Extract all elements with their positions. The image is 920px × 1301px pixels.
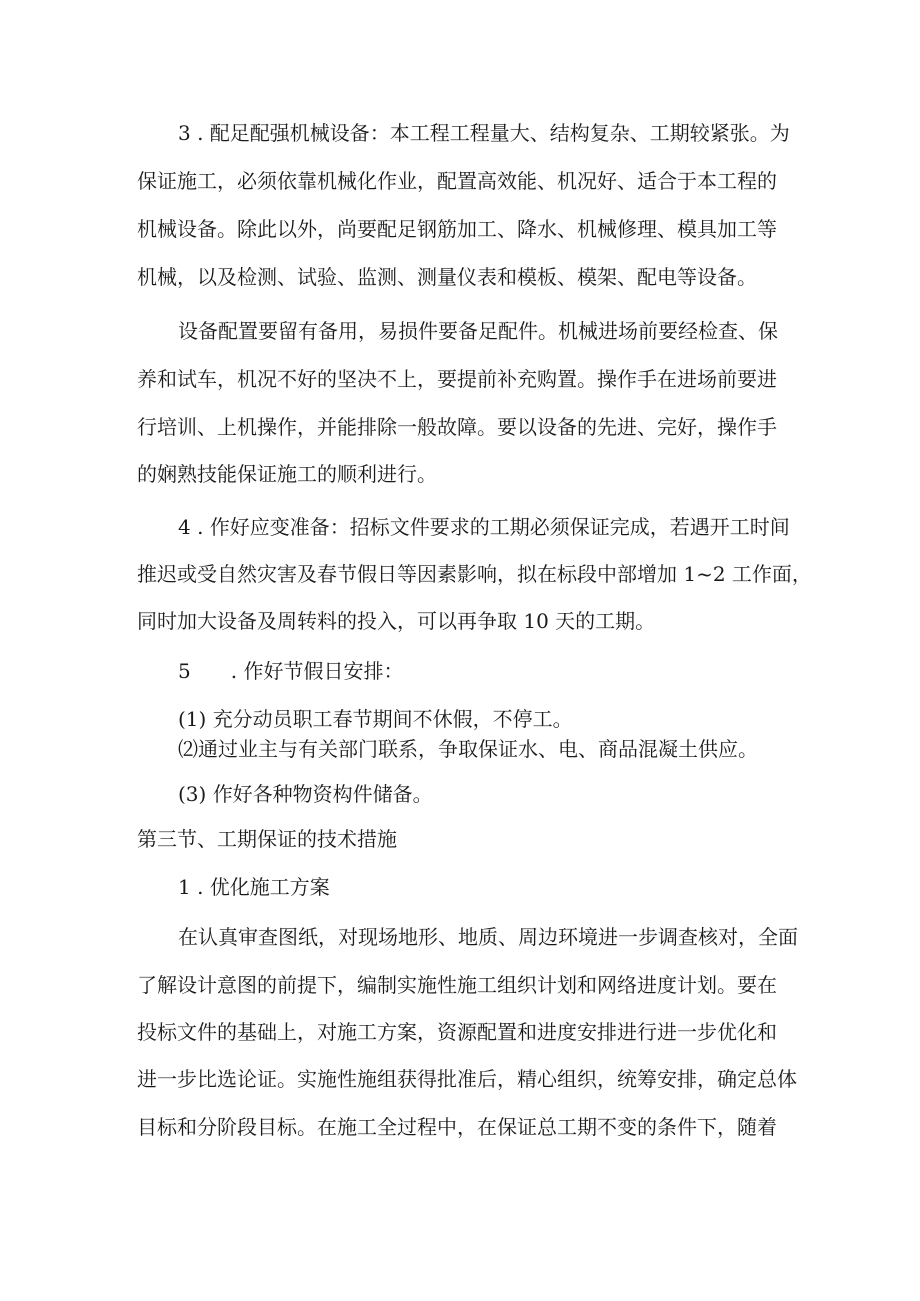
paragraph-5-heading: 5 . 作好节假日安排： [178, 659, 404, 683]
list-item-2: ⑵通过业主与有关部门联系，争取保证水、电、商品混凝土供应。 [178, 737, 758, 761]
paragraph-3-line-2: 保证施工，必须依靠机械化作业，配置高效能、机况好、适合于本工程的 [137, 169, 777, 193]
paragraph-optimize-line-2: 了解设计意图的前提下，编制实施性施工组织计划和网络进度计划。要在 [137, 973, 777, 997]
paragraph-4-line-3: 同时加大设备及周转料的投入，可以再争取 10 天的工期。 [137, 609, 656, 633]
paragraph-equipment-line-2: 养和试车，机况不好的坚决不上，要提前补充购置。操作手在进场前要进 [137, 367, 777, 391]
list-item-1: (1) 充分动员职工春节期间不休假，不停工。 [178, 707, 573, 731]
paragraph-3-line-1: 3 . 配足配强机械设备：本工程工程量大、结构复杂、工期较紧张。为 [178, 121, 790, 145]
paragraph-optimize-line-5: 目标和分阶段目标。在施工全过程中，在保证总工期不变的条件下，随着 [137, 1115, 777, 1139]
paragraph-3-line-3: 机械设备。除此以外，尚要配足钢筋加工、降水、机械修理、模具加工等 [137, 217, 777, 241]
paragraph-equipment-line-4: 的娴熟技能保证施工的顺利进行。 [137, 462, 437, 486]
paragraph-optimize-line-1: 在认真审查图纸，对现场地形、地质、周边环境进一步调查核对，全面 [178, 925, 798, 949]
paragraph-optimize-line-4: 进一步比选论证。实施性施组获得批准后，精心组织，统筹安排，确定总体 [137, 1067, 797, 1091]
list-item-3: (3) 作好各种物资构件储备。 [178, 782, 433, 806]
subsection-1-heading: 1 . 优化施工方案 [178, 875, 330, 899]
section-heading: 第三节、工期保证的技术措施 [137, 827, 397, 851]
paragraph-optimize-line-3: 投标文件的基础上，对施工方案，资源配置和进度安排进行进一步优化和 [137, 1020, 777, 1044]
paragraph-3-line-4: 机械，以及检测、试验、监测、测量仪表和模板、模架、配电等设备。 [137, 265, 757, 289]
paragraph-equipment-line-3: 行培训、上机操作，并能排除一般故障。要以设备的先进、完好，操作手 [137, 415, 777, 439]
paragraph-4-line-1: 4 . 作好应变准备：招标文件要求的工期必须保证完成，若遇开工时间 [178, 515, 790, 539]
paragraph-equipment-line-1: 设备配置要留有备用，易损件要备足配件。机械进场前要经检查、保 [178, 319, 778, 343]
paragraph-4-line-2: 推迟或受自然灾害及春节假日等因素影响，拟在标段中部增加 1~2 工作面， [137, 562, 812, 586]
